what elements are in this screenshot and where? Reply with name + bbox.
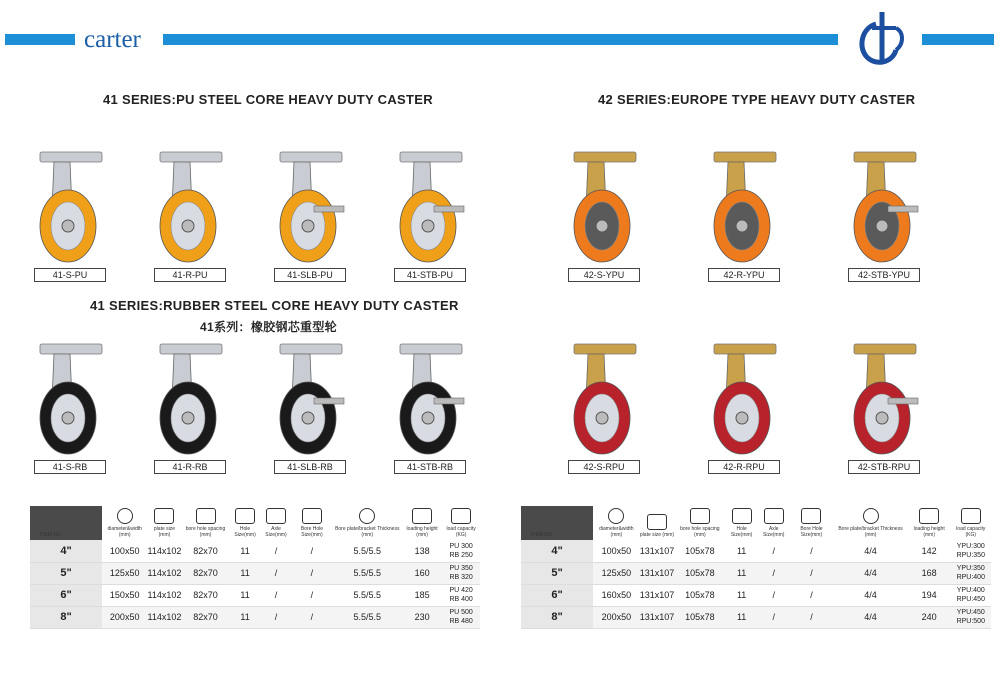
table-row xyxy=(521,584,991,606)
caster-wheel-icon xyxy=(840,340,928,458)
table-cell: 11 xyxy=(229,562,260,584)
product-code-label: 42-STB-RPU xyxy=(848,460,920,474)
column-header: load capacity (KG) xyxy=(951,506,991,540)
table-cell: / xyxy=(261,540,292,562)
table-cell: 194 xyxy=(908,584,951,606)
table-cell: / xyxy=(261,562,292,584)
column-header: Bore plate/bracket Thickness (mm) xyxy=(333,506,402,540)
item-no-header: ITEM NO xyxy=(30,506,102,540)
caster-wheel-icon xyxy=(266,340,354,458)
table-cell: / xyxy=(790,562,834,584)
table-cell: 11 xyxy=(229,606,260,628)
caster-wheel-icon xyxy=(26,340,114,458)
caster-product xyxy=(260,340,360,474)
spec-icon xyxy=(266,508,286,524)
caster-product xyxy=(694,340,794,474)
caster-wheel-icon xyxy=(840,148,928,266)
product-code-label: 42-S-YPU xyxy=(568,268,640,282)
product-code-label: 41-SLB-RB xyxy=(274,460,346,474)
left-spec-table xyxy=(30,506,480,629)
column-header: diameter&width (mm) xyxy=(102,506,147,540)
table-cell: 5.5/5.5 xyxy=(333,540,402,562)
caster-wheel-icon xyxy=(386,148,474,266)
table-row xyxy=(521,540,991,562)
caster-product xyxy=(554,148,654,282)
table-cell: 160x50 xyxy=(593,584,640,606)
column-header: Hole Size(mm) xyxy=(229,506,260,540)
table-cell: 5" xyxy=(30,562,102,584)
column-header: Bore Hole Size(mm) xyxy=(790,506,834,540)
caster-product xyxy=(834,148,934,282)
spec-icon xyxy=(359,508,375,524)
table-cell: PU 350 RB 320 xyxy=(442,562,480,584)
table-cell: 200x50 xyxy=(102,606,147,628)
spec-icon xyxy=(302,508,322,524)
table-cell: 4/4 xyxy=(833,606,908,628)
carter-logo-icon xyxy=(852,6,912,70)
caster-product xyxy=(380,340,480,474)
spec-icon xyxy=(732,508,752,524)
table-cell: 114x102 xyxy=(147,606,181,628)
table-cell: / xyxy=(758,562,790,584)
table-cell: / xyxy=(291,584,332,606)
product-code-label: 42-STB-YPU xyxy=(848,268,920,282)
table-cell: 131x107 xyxy=(640,606,675,628)
right-spec-table xyxy=(521,506,991,629)
caster-product xyxy=(20,148,120,282)
item-no-header: ITEM NO xyxy=(521,506,593,540)
caster-wheel-icon xyxy=(560,340,648,458)
table-cell: 82x70 xyxy=(182,562,230,584)
table-row xyxy=(30,540,480,562)
table-row xyxy=(521,562,991,584)
spec-icon xyxy=(608,508,624,524)
table-cell: PU 420 RB 400 xyxy=(442,584,480,606)
spec-icon xyxy=(647,514,667,530)
table-cell: / xyxy=(790,584,834,606)
product-code-label: 42-S-RPU xyxy=(568,460,640,474)
table-cell: / xyxy=(758,584,790,606)
table-cell: 8" xyxy=(521,606,593,628)
rubber-series-subtitle: 41系列：橡胶钢芯重型轮 xyxy=(200,320,337,334)
caster-product xyxy=(140,148,240,282)
product-code-label: 42-R-RPU xyxy=(708,460,780,474)
table-cell: / xyxy=(291,606,332,628)
table-row xyxy=(30,562,480,584)
column-header: plate size (mm) xyxy=(147,506,181,540)
product-code-label: 41-SLB-PU xyxy=(274,268,346,282)
caster-product xyxy=(834,340,934,474)
table-cell: 6" xyxy=(30,584,102,606)
spec-icon xyxy=(196,508,216,524)
caster-wheel-icon xyxy=(700,148,788,266)
brand-name: carter xyxy=(84,26,141,53)
column-header: loading height (mm) xyxy=(402,506,442,540)
table-cell: / xyxy=(261,584,292,606)
table-cell: 100x50 xyxy=(102,540,147,562)
column-header: diameter&width (mm) xyxy=(593,506,640,540)
table-cell: / xyxy=(758,540,790,562)
caster-product xyxy=(694,148,794,282)
product-code-label: 41-S-RB xyxy=(34,460,106,474)
table-cell: YPU:450 RPU:500 xyxy=(951,606,991,628)
table-cell: PU 500 RB 480 xyxy=(442,606,480,628)
table-cell: 114x102 xyxy=(147,540,181,562)
caster-product xyxy=(140,340,240,474)
caster-wheel-icon xyxy=(560,148,648,266)
table-cell: 131x107 xyxy=(640,540,675,562)
table-cell: 150x50 xyxy=(102,584,147,606)
table-cell: 125x50 xyxy=(102,562,147,584)
table-cell: 5.5/5.5 xyxy=(333,606,402,628)
spec-icon xyxy=(690,508,710,524)
product-code-label: 41-STB-PU xyxy=(394,268,466,282)
product-code-label: 41-STB-RB xyxy=(394,460,466,474)
caster-product xyxy=(380,148,480,282)
caster-wheel-icon xyxy=(266,148,354,266)
product-code-label: 41-R-PU xyxy=(154,268,226,282)
table-cell: / xyxy=(790,540,834,562)
table-cell: 11 xyxy=(229,584,260,606)
table-cell: 105x78 xyxy=(674,584,725,606)
table-cell: 5" xyxy=(521,562,593,584)
table-cell: YPU:350 RPU:400 xyxy=(951,562,991,584)
spec-icon xyxy=(764,508,784,524)
table-cell: 11 xyxy=(725,606,757,628)
spec-icon xyxy=(919,508,939,524)
table-cell: YPU:300 RPU:350 xyxy=(951,540,991,562)
caster-product xyxy=(20,340,120,474)
europe-series-title: 42 SERIES:EUROPE TYPE HEAVY DUTY CASTER xyxy=(598,92,916,107)
column-header: load capacity (KG) xyxy=(442,506,480,540)
caster-product xyxy=(260,148,360,282)
table-cell: 4" xyxy=(521,540,593,562)
table-cell: / xyxy=(790,606,834,628)
table-cell: 4" xyxy=(30,540,102,562)
table-cell: YPU:400 RPU:450 xyxy=(951,584,991,606)
table-cell: / xyxy=(291,562,332,584)
caster-wheel-icon xyxy=(146,340,234,458)
table-cell: 105x78 xyxy=(674,562,725,584)
spec-icon xyxy=(801,508,821,524)
spec-icon xyxy=(117,508,133,524)
column-header: bore hole spacing (mm) xyxy=(182,506,230,540)
caster-wheel-icon xyxy=(26,148,114,266)
table-cell: 114x102 xyxy=(147,562,181,584)
column-header: Hole Size(mm) xyxy=(725,506,757,540)
product-code-label: 42-R-YPU xyxy=(708,268,780,282)
caster-wheel-icon xyxy=(700,340,788,458)
table-cell: 11 xyxy=(725,562,757,584)
product-code-label: 41-R-RB xyxy=(154,460,226,474)
table-cell: 131x107 xyxy=(640,584,675,606)
spec-icon xyxy=(154,508,174,524)
table-cell: 200x50 xyxy=(593,606,640,628)
table-row xyxy=(521,606,991,628)
table-cell: 160 xyxy=(402,562,442,584)
table-cell: 168 xyxy=(908,562,951,584)
table-cell: 82x70 xyxy=(182,540,230,562)
header-bar-right xyxy=(922,34,994,45)
table-cell: 100x50 xyxy=(593,540,640,562)
table-cell: 6" xyxy=(521,584,593,606)
column-header: loading height (mm) xyxy=(908,506,951,540)
table-row xyxy=(30,584,480,606)
column-header: bore hole spacing (mm) xyxy=(674,506,725,540)
header-bar-middle xyxy=(163,34,838,45)
table-cell: 8" xyxy=(30,606,102,628)
spec-icon xyxy=(412,508,432,524)
column-header: Bore plate/bracket Thickness (mm) xyxy=(833,506,908,540)
spec-icon xyxy=(961,508,981,524)
table-cell: 11 xyxy=(725,540,757,562)
table-cell: 114x102 xyxy=(147,584,181,606)
column-header: Axle Size(mm) xyxy=(758,506,790,540)
table-cell: / xyxy=(758,606,790,628)
product-code-label: 41-S-PU xyxy=(34,268,106,282)
table-cell: 185 xyxy=(402,584,442,606)
table-row xyxy=(30,606,480,628)
column-header: plate size (mm) xyxy=(640,506,675,540)
table-cell: 4/4 xyxy=(833,584,908,606)
table-cell: 105x78 xyxy=(674,540,725,562)
pu-series-title: 41 SERIES:PU STEEL CORE HEAVY DUTY CASTER xyxy=(103,92,433,107)
table-cell: 82x70 xyxy=(182,606,230,628)
table-cell: / xyxy=(261,606,292,628)
table-cell: 5.5/5.5 xyxy=(333,562,402,584)
table-cell: 131x107 xyxy=(640,562,675,584)
column-header: Bore Hole Size(mm) xyxy=(291,506,332,540)
table-cell: 82x70 xyxy=(182,584,230,606)
table-cell: 240 xyxy=(908,606,951,628)
table-cell: / xyxy=(291,540,332,562)
table-cell: PU 300 RB 250 xyxy=(442,540,480,562)
spec-icon xyxy=(863,508,879,524)
table-cell: 125x50 xyxy=(593,562,640,584)
table-cell: 11 xyxy=(725,584,757,606)
table-cell: 5.5/5.5 xyxy=(333,584,402,606)
table-cell: 230 xyxy=(402,606,442,628)
table-cell: 11 xyxy=(229,540,260,562)
caster-wheel-icon xyxy=(386,340,474,458)
table-cell: 105x78 xyxy=(674,606,725,628)
table-cell: 4/4 xyxy=(833,562,908,584)
table-cell: 4/4 xyxy=(833,540,908,562)
table-cell: 138 xyxy=(402,540,442,562)
caster-wheel-icon xyxy=(146,148,234,266)
rubber-series-title: 41 SERIES:RUBBER STEEL CORE HEAVY DUTY CASTER xyxy=(90,298,459,313)
caster-product xyxy=(554,340,654,474)
spec-icon xyxy=(451,508,471,524)
spec-icon xyxy=(235,508,255,524)
table-cell: 142 xyxy=(908,540,951,562)
header-bar-left xyxy=(5,34,75,45)
column-header: Axle Size(mm) xyxy=(261,506,292,540)
